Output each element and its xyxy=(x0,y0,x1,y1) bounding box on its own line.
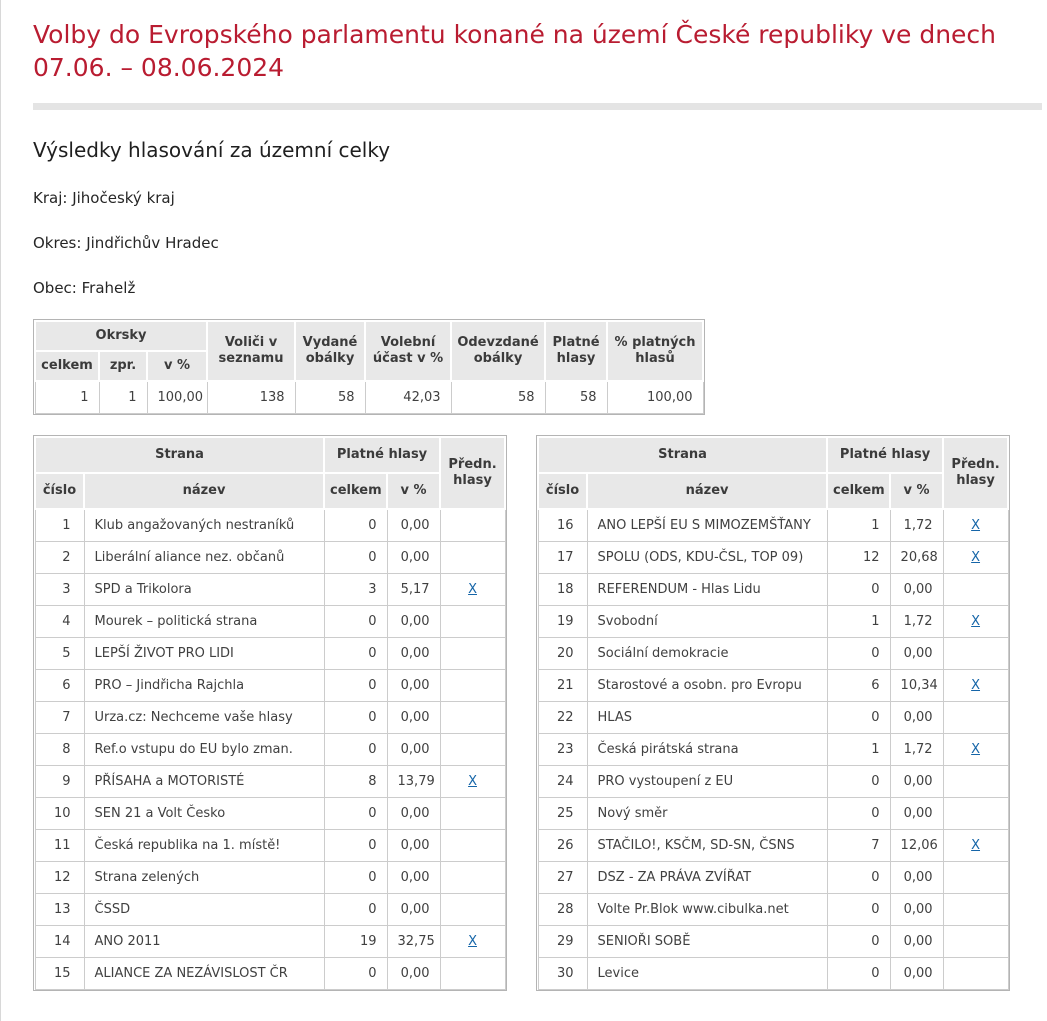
pct-platnych-hlasu-value: 100,00 xyxy=(607,381,703,414)
summary-table-wrap xyxy=(33,319,705,415)
party-vote-percent: 13,79 xyxy=(387,766,440,798)
party-name: Sociální demokracie xyxy=(587,638,827,670)
party-pref-cell xyxy=(943,606,1008,638)
party-total-votes: 0 xyxy=(827,798,890,830)
party-tables-container xyxy=(33,435,1047,991)
obec-label: Obec: xyxy=(33,279,77,297)
summary-table xyxy=(34,320,704,414)
page-title xyxy=(33,18,1018,84)
party-vote-percent: 0,00 xyxy=(890,702,943,734)
party-total-votes: 0 xyxy=(324,638,387,670)
party-name: SPD a Trikolora xyxy=(84,574,324,606)
party-pref-cell xyxy=(440,542,505,574)
party-total-votes: 0 xyxy=(324,606,387,638)
party-number: 18 xyxy=(538,574,587,606)
party-header-predn-hlasy: Předn. hlasy xyxy=(440,437,505,509)
party-vote-percent: 0,00 xyxy=(387,734,440,766)
platne-hlasy-value: 58 xyxy=(545,381,607,414)
summary-header-volebni-ucast: Volební účast v % xyxy=(365,321,451,381)
party-row xyxy=(538,702,1008,734)
party-number: 28 xyxy=(538,894,587,926)
party-pref-cell xyxy=(440,606,505,638)
party-total-votes: 6 xyxy=(827,670,890,702)
party-pref-cell xyxy=(440,926,505,958)
party-name: Česká republika na 1. místě! xyxy=(84,830,324,862)
party-row xyxy=(35,766,505,798)
party-total-votes: 1 xyxy=(827,606,890,638)
pref-votes-link[interactable]: X xyxy=(468,934,477,949)
party-vote-percent: 0,00 xyxy=(387,958,440,990)
party-row xyxy=(35,702,505,734)
party-header-predn-hlasy: Předn. hlasy xyxy=(943,437,1008,509)
party-row xyxy=(538,638,1008,670)
party-total-votes: 7 xyxy=(827,830,890,862)
party-vote-percent: 0,00 xyxy=(387,798,440,830)
party-number: 8 xyxy=(35,734,84,766)
party-name: PŘÍSAHA a MOTORISTÉ xyxy=(84,766,324,798)
party-pref-cell xyxy=(943,798,1008,830)
party-pref-cell xyxy=(943,830,1008,862)
party-number: 3 xyxy=(35,574,84,606)
party-number: 14 xyxy=(35,926,84,958)
party-row xyxy=(35,734,505,766)
party-pref-cell xyxy=(943,734,1008,766)
party-row xyxy=(35,862,505,894)
kraj-value: Jihočeský kraj xyxy=(72,189,175,207)
okrsky-zpr-value: 1 xyxy=(99,381,147,414)
party-pref-cell xyxy=(440,638,505,670)
party-row xyxy=(538,926,1008,958)
party-row xyxy=(35,638,505,670)
party-vote-percent: 0,00 xyxy=(387,606,440,638)
party-vote-percent: 1,72 xyxy=(890,509,943,542)
party-pref-cell xyxy=(943,702,1008,734)
party-row xyxy=(538,798,1008,830)
party-total-votes: 0 xyxy=(827,702,890,734)
party-name: STAČILO!, KSČM, SD-SN, ČSNS xyxy=(587,830,827,862)
vydane-obalky-value: 58 xyxy=(295,381,365,414)
party-vote-percent: 5,17 xyxy=(387,574,440,606)
party-number: 27 xyxy=(538,862,587,894)
party-total-votes: 0 xyxy=(324,542,387,574)
party-vote-percent: 0,00 xyxy=(387,542,440,574)
party-number: 4 xyxy=(35,606,84,638)
party-header-strana: Strana xyxy=(538,437,827,473)
party-name: Klub angažovaných nestraníků xyxy=(84,509,324,542)
summary-header-pct-platnych: % platných hlasů xyxy=(607,321,703,381)
party-row xyxy=(35,670,505,702)
party-name: REFERENDUM - Hlas Lidu xyxy=(587,574,827,606)
party-pref-cell xyxy=(440,830,505,862)
party-pref-cell xyxy=(943,638,1008,670)
party-name: Liberální aliance nez. občanů xyxy=(84,542,324,574)
party-pref-cell xyxy=(440,894,505,926)
party-number: 24 xyxy=(538,766,587,798)
pref-votes-link[interactable]: X xyxy=(971,614,981,629)
party-number: 17 xyxy=(538,542,587,574)
party-name: Nový směr xyxy=(587,798,827,830)
party-number: 30 xyxy=(538,958,587,990)
party-header-cislo: číslo xyxy=(35,473,84,509)
party-total-votes: 0 xyxy=(324,734,387,766)
party-total-votes: 0 xyxy=(324,670,387,702)
party-name: HLAS xyxy=(587,702,827,734)
summary-header-vydane-obalky: Vydané obálky xyxy=(295,321,365,381)
party-vote-percent: 12,06 xyxy=(890,830,943,862)
party-header-v-pct: v % xyxy=(890,473,943,509)
party-number: 26 xyxy=(538,830,587,862)
party-number: 22 xyxy=(538,702,587,734)
party-name: PRO vystoupení z EU xyxy=(587,766,827,798)
party-row xyxy=(538,894,1008,926)
party-number: 7 xyxy=(35,702,84,734)
party-pref-cell xyxy=(440,509,505,542)
party-total-votes: 0 xyxy=(324,702,387,734)
party-total-votes: 0 xyxy=(827,574,890,606)
party-row xyxy=(35,574,505,606)
party-row xyxy=(35,894,505,926)
title-divider xyxy=(33,103,1042,110)
party-pref-cell xyxy=(943,542,1008,574)
party-pref-cell xyxy=(943,926,1008,958)
okrsky-celkem-value: 1 xyxy=(35,381,99,414)
party-vote-percent: 32,75 xyxy=(387,926,440,958)
party-row xyxy=(35,830,505,862)
okres-label: Okres: xyxy=(33,234,82,252)
party-total-votes: 0 xyxy=(324,862,387,894)
party-vote-percent: 10,34 xyxy=(890,670,943,702)
party-row xyxy=(538,606,1008,638)
party-total-votes: 19 xyxy=(324,926,387,958)
party-name: Mourek – politická strana xyxy=(84,606,324,638)
summary-header-zpr: zpr. xyxy=(99,351,147,381)
party-number: 12 xyxy=(35,862,84,894)
summary-header-odevzdane-obalky: Odevzdané obálky xyxy=(451,321,545,381)
party-name: Svobodní xyxy=(587,606,827,638)
okres-line xyxy=(33,234,1047,252)
volebni-ucast-value: 42,03 xyxy=(365,381,451,414)
party-table-left xyxy=(34,436,506,990)
pref-votes-link[interactable]: X xyxy=(971,838,981,853)
party-pref-cell xyxy=(440,702,505,734)
party-vote-percent: 0,00 xyxy=(890,926,943,958)
pref-votes-link[interactable]: X xyxy=(971,550,981,565)
party-name: ALIANCE ZA NEZÁVISLOST ČR xyxy=(84,958,324,990)
party-name: SEN 21 a Volt Česko xyxy=(84,798,324,830)
party-vote-percent: 0,00 xyxy=(890,638,943,670)
party-row xyxy=(538,862,1008,894)
party-name: ANO LEPŠÍ EU S MIMOZEMŠŤANY xyxy=(587,509,827,542)
party-name: LEPŠÍ ŽIVOT PRO LIDI xyxy=(84,638,324,670)
party-row xyxy=(538,574,1008,606)
party-number: 25 xyxy=(538,798,587,830)
party-vote-percent: 1,72 xyxy=(890,606,943,638)
party-header-platne-hlasy: Platné hlasy xyxy=(827,437,943,473)
party-vote-percent: 0,00 xyxy=(387,894,440,926)
party-name: SPOLU (ODS, KDU-ČSL, TOP 09) xyxy=(587,542,827,574)
party-pref-cell xyxy=(943,894,1008,926)
summary-values-row xyxy=(35,381,703,414)
party-total-votes: 0 xyxy=(324,894,387,926)
party-vote-percent: 0,00 xyxy=(890,766,943,798)
party-name: ANO 2011 xyxy=(84,926,324,958)
party-number: 16 xyxy=(538,509,587,542)
party-name: Ref.o vstupu do EU bylo zman. xyxy=(84,734,324,766)
party-vote-percent: 0,00 xyxy=(387,670,440,702)
party-number: 6 xyxy=(35,670,84,702)
party-row xyxy=(538,734,1008,766)
kraj-line xyxy=(33,189,1047,207)
summary-header-celkem: celkem xyxy=(35,351,99,381)
party-number: 15 xyxy=(35,958,84,990)
party-number: 13 xyxy=(35,894,84,926)
party-header-nazev: název xyxy=(587,473,827,509)
party-name: PRO – Jindřicha Rajchla xyxy=(84,670,324,702)
party-number: 20 xyxy=(538,638,587,670)
party-pref-cell xyxy=(440,766,505,798)
party-total-votes: 1 xyxy=(827,734,890,766)
party-vote-percent: 1,72 xyxy=(890,734,943,766)
party-total-votes: 0 xyxy=(827,638,890,670)
party-table-right-wrap xyxy=(536,435,1010,991)
party-name: Urza.cz: Nechceme vaše hlasy xyxy=(84,702,324,734)
party-vote-percent: 0,00 xyxy=(890,798,943,830)
party-number: 10 xyxy=(35,798,84,830)
party-vote-percent: 0,00 xyxy=(890,862,943,894)
party-pref-cell xyxy=(943,766,1008,798)
party-vote-percent: 0,00 xyxy=(387,862,440,894)
party-vote-percent: 20,68 xyxy=(890,542,943,574)
party-row xyxy=(538,766,1008,798)
party-header-platne-hlasy: Platné hlasy xyxy=(324,437,440,473)
party-number: 23 xyxy=(538,734,587,766)
party-total-votes: 3 xyxy=(324,574,387,606)
party-total-votes: 12 xyxy=(827,542,890,574)
party-pref-cell xyxy=(943,509,1008,542)
party-vote-percent: 0,00 xyxy=(890,958,943,990)
party-pref-cell xyxy=(943,670,1008,702)
page-title-line2: 07.06. – 08.06.2024 xyxy=(33,53,285,82)
party-row xyxy=(538,830,1008,862)
party-pref-cell xyxy=(440,734,505,766)
party-name: Levice xyxy=(587,958,827,990)
party-total-votes: 0 xyxy=(827,926,890,958)
party-vote-percent: 0,00 xyxy=(387,702,440,734)
volici-v-seznamu-value: 138 xyxy=(207,381,295,414)
party-total-votes: 0 xyxy=(827,766,890,798)
party-pref-cell xyxy=(943,574,1008,606)
party-total-votes: 8 xyxy=(324,766,387,798)
party-row xyxy=(538,542,1008,574)
party-vote-percent: 0,00 xyxy=(387,638,440,670)
party-number: 29 xyxy=(538,926,587,958)
party-number: 21 xyxy=(538,670,587,702)
party-total-votes: 0 xyxy=(827,958,890,990)
party-table-right xyxy=(537,436,1009,990)
party-row xyxy=(35,926,505,958)
party-header-cislo: číslo xyxy=(538,473,587,509)
party-number: 9 xyxy=(35,766,84,798)
party-name: ČSSD xyxy=(84,894,324,926)
okres-value: Jindřichův Hradec xyxy=(86,234,219,252)
okrsky-pct-value: 100,00 xyxy=(147,381,207,414)
pref-votes-link[interactable]: X xyxy=(971,518,981,533)
party-row xyxy=(538,509,1008,542)
party-total-votes: 1 xyxy=(827,509,890,542)
pref-votes-link[interactable]: X xyxy=(971,742,981,757)
party-total-votes: 0 xyxy=(324,830,387,862)
party-table-left-wrap xyxy=(33,435,507,991)
party-header-celkem: celkem xyxy=(827,473,890,509)
party-row xyxy=(538,670,1008,702)
party-number: 1 xyxy=(35,509,84,542)
party-vote-percent: 0,00 xyxy=(387,830,440,862)
summary-header-v-pct: v % xyxy=(147,351,207,381)
party-row xyxy=(35,509,505,542)
party-name: SENIOŘI SOBĚ xyxy=(587,926,827,958)
obec-line xyxy=(33,279,1047,297)
summary-header-okrsky: Okrsky xyxy=(35,321,207,351)
summary-header-volici-v-seznamu: Voliči v seznamu xyxy=(207,321,295,381)
obec-value: Frahelž xyxy=(81,279,136,297)
party-pref-cell xyxy=(440,574,505,606)
party-total-votes: 0 xyxy=(827,894,890,926)
section-title: Výsledky hlasování za územní celky xyxy=(33,138,391,162)
party-header-nazev: název xyxy=(84,473,324,509)
party-row xyxy=(35,542,505,574)
party-row xyxy=(35,606,505,638)
party-name: Česká pirátská strana xyxy=(587,734,827,766)
party-header-strana: Strana xyxy=(35,437,324,473)
party-name: Volte Pr.Blok www.cibulka.net xyxy=(587,894,827,926)
party-name: Starostové a osobn. pro Evropu xyxy=(587,670,827,702)
party-total-votes: 0 xyxy=(324,958,387,990)
party-name: Strana zelených xyxy=(84,862,324,894)
party-total-votes: 0 xyxy=(324,509,387,542)
party-total-votes: 0 xyxy=(827,862,890,894)
party-header-celkem: celkem xyxy=(324,473,387,509)
party-number: 2 xyxy=(35,542,84,574)
pref-votes-link[interactable]: X xyxy=(468,774,477,789)
pref-votes-link[interactable]: X xyxy=(468,582,477,597)
party-header-v-pct: v % xyxy=(387,473,440,509)
summary-header-platne-hlasy: Platné hlasy xyxy=(545,321,607,381)
party-pref-cell xyxy=(943,862,1008,894)
odevzdane-obalky-value: 58 xyxy=(451,381,545,414)
kraj-label: Kraj: xyxy=(33,189,68,207)
party-number: 19 xyxy=(538,606,587,638)
pref-votes-link[interactable]: X xyxy=(971,678,981,693)
party-name: DSZ - ZA PRÁVA ZVÍŘAT xyxy=(587,862,827,894)
party-total-votes: 0 xyxy=(324,798,387,830)
party-pref-cell xyxy=(440,670,505,702)
party-vote-percent: 0,00 xyxy=(387,509,440,542)
page-title-line1: Volby do Evropského parlamentu konané na území České republiky ve dnech xyxy=(33,20,997,49)
party-vote-percent: 0,00 xyxy=(890,894,943,926)
party-pref-cell xyxy=(440,862,505,894)
party-number: 11 xyxy=(35,830,84,862)
party-pref-cell xyxy=(440,798,505,830)
party-vote-percent: 0,00 xyxy=(890,574,943,606)
party-row xyxy=(35,798,505,830)
party-number: 5 xyxy=(35,638,84,670)
